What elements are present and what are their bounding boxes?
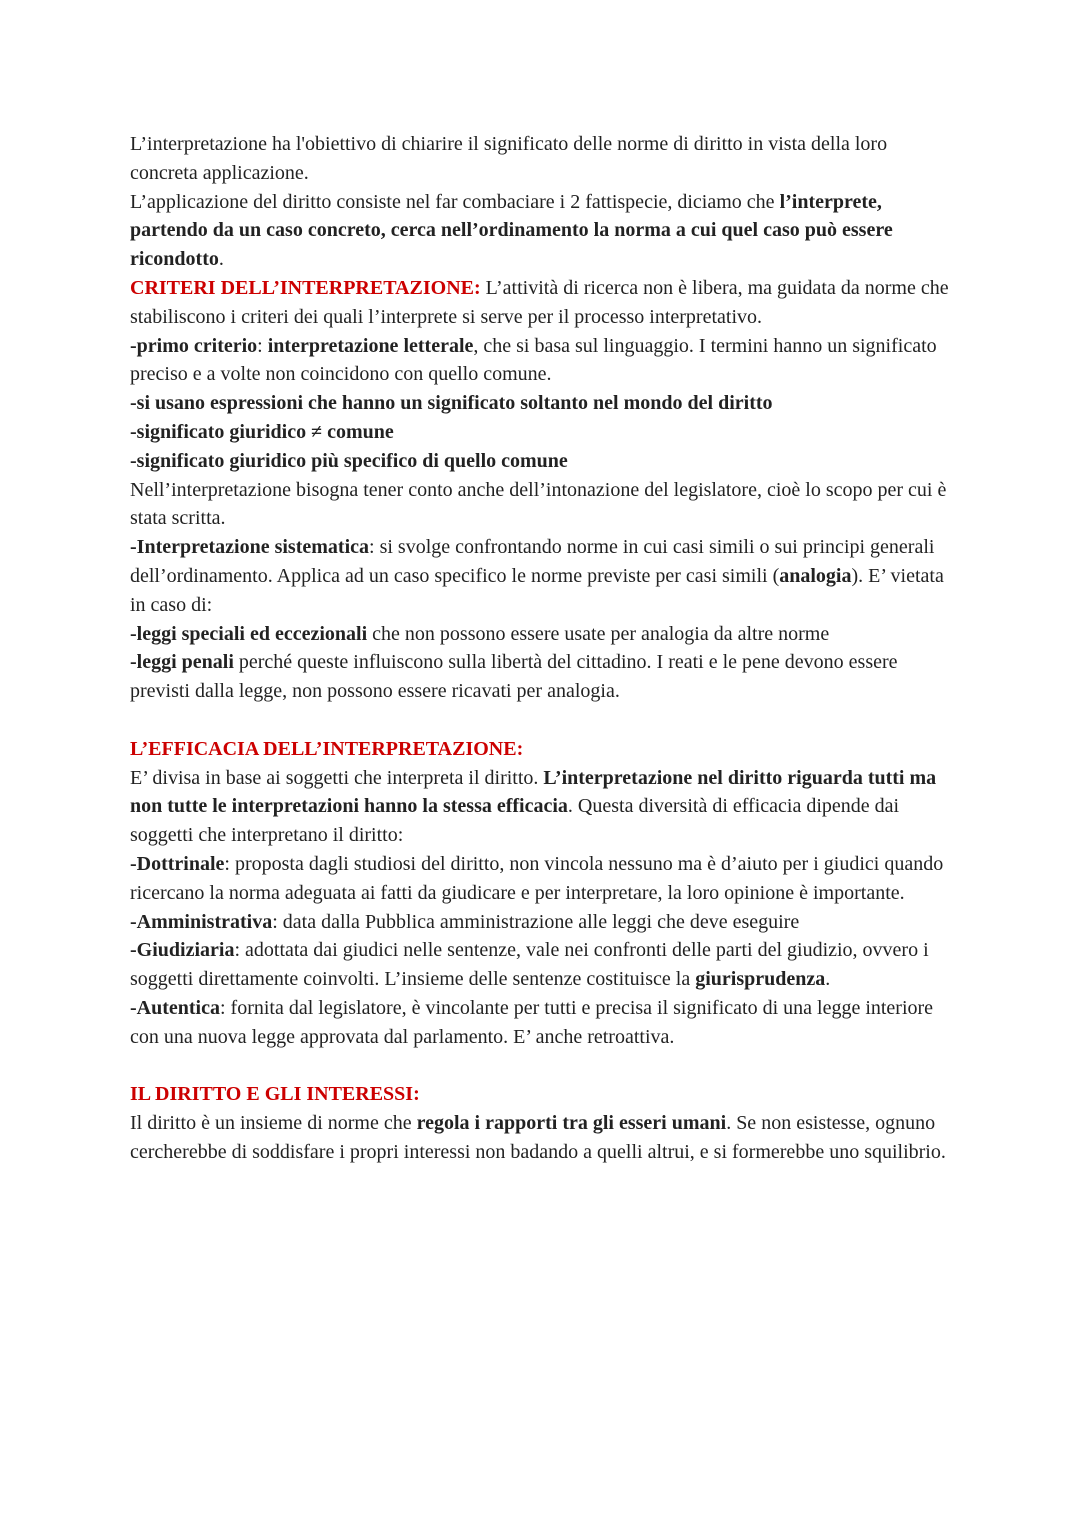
emphasis-text: -Giudiziaria <box>130 939 235 962</box>
paragraph <box>130 936 950 994</box>
text-run: : proposta dagli studiosi del diritto, non vincola nessuno ma è d’aiuto per i giudici quando ricercano la norma adeguata ai fatti da giudicare e per interpretare, la loro opinione è importante. <box>130 852 944 904</box>
paragraph <box>130 274 950 332</box>
text-run: perché queste influiscono sulla libertà del cittadino. I reati e le pene devono essere previsti dalla legge, non possono essere ricavati per analogia. <box>130 651 898 703</box>
text-run: . Questa diversità di efficacia dipende dai soggetti che interpretano il diritto: <box>130 795 900 847</box>
text-run: : fornita dal legislatore, è vincolante per tutti e precisa il significato di una legge interiore con una nuova legge approvata dal parlamento. E’ anche retroattiva. <box>130 996 934 1048</box>
paragraph <box>130 850 950 908</box>
emphasis-text: -Dottrinale <box>130 852 225 875</box>
paragraph <box>130 620 950 649</box>
paragraph <box>130 1080 950 1109</box>
paragraph <box>130 994 950 1052</box>
text-run: . <box>825 968 831 991</box>
emphasis-text: -significato giuridico più specifico di quello comune <box>130 449 568 472</box>
text-run: E’ divisa in base ai soggetti che interpreta il diritto. <box>130 766 544 789</box>
text-run: che non possono essere usate per analogia da altre norme <box>367 622 830 645</box>
text-run: L’interpretazione ha l'obiettivo di chiarire il significato delle norme di diritto in vista della loro concreta applicazione. <box>130 133 888 184</box>
text-run: Il diritto è un insieme di norme che <box>130 1112 417 1135</box>
blank-line <box>130 1052 950 1081</box>
emphasis-text: interpretazione letterale <box>267 334 474 357</box>
emphasis-text: -si usano espressioni che hanno un significato soltanto nel mondo del diritto <box>130 392 773 415</box>
emphasis-text: giurisprudenza <box>695 968 826 991</box>
paragraph <box>130 735 950 764</box>
emphasis-text: l’interprete, partendo da un caso concreto, cerca nell’ordinamento la norma a cui quel caso può essere ricondotto <box>130 190 893 271</box>
text-run: : <box>257 334 268 357</box>
emphasis-text: -Interpretazione sistematica <box>130 536 370 559</box>
text-run: : si svolge confrontando norme in cui casi simili o sui principi generali dell’ordinamento. Applica ad un caso specifico le norme previste per casi simili ( <box>130 536 935 587</box>
paragraph <box>130 389 950 418</box>
section-heading-text: L’EFFICACIA DELL’INTERPRETAZIONE: <box>130 737 524 760</box>
paragraph <box>130 418 950 447</box>
document-body <box>130 130 950 1167</box>
emphasis-text: -leggi penali <box>130 651 234 674</box>
text-run: . <box>218 248 224 271</box>
section-heading-text: CRITERI DELL’INTERPRETAZIONE: <box>130 276 481 299</box>
emphasis-text: L’interpretazione nel diritto riguarda tutti ma non tutte le interpretazioni hanno la stessa efficacia <box>130 766 937 818</box>
paragraph <box>130 476 950 534</box>
text-run: : data dalla Pubblica amministrazione alle leggi che deve eseguire <box>272 910 800 933</box>
emphasis-text: -Autentica <box>130 996 220 1019</box>
text-run: : adottata dai giudici nelle sentenze, vale nei confronti delle parti del giudizio, ovvero i soggetti direttamente coinvolti. L’insieme delle sentenze costituisce la <box>130 939 929 991</box>
paragraph <box>130 447 950 476</box>
paragraph <box>130 130 950 188</box>
text-run: L’applicazione del diritto consiste nel far combaciare i 2 fattispecie, diciamo che <box>130 190 780 213</box>
paragraph <box>130 764 950 850</box>
paragraph <box>130 332 950 390</box>
blank-line <box>130 706 950 735</box>
emphasis-text: -leggi speciali ed eccezionali <box>130 622 368 645</box>
text-run: L’attività di ricerca non è libera, ma guidata da norme che stabiliscono i criteri dei quali l’interprete si serve per il processo interpretativo. <box>130 276 949 328</box>
text-run: Nell’interpretazione bisogna tener conto anche dell’intonazione del legislatore, cioè lo scopo per cui è stata scritta. <box>130 478 947 530</box>
emphasis-text: analogia <box>779 564 852 587</box>
emphasis-text: regola i rapporti tra gli esseri umani <box>416 1112 727 1135</box>
paragraph <box>130 188 950 274</box>
emphasis-text: -significato giuridico ≠ comune <box>130 420 394 443</box>
text-run: . Se non esistesse, ognuno cercherebbe di soddisfare i propri interessi non badando a quelli altrui, e si formerebbe uno squilibrio. <box>130 1112 946 1163</box>
paragraph <box>130 1109 950 1167</box>
emphasis-text: -Amministrativa <box>130 910 273 933</box>
paragraph <box>130 533 950 619</box>
text-run: , che si basa sul linguaggio. I termini hanno un significato preciso e a volte non coincidono con quello comune. <box>130 334 937 386</box>
emphasis-text: -primo criterio <box>130 334 258 357</box>
paragraph <box>130 648 950 706</box>
text-run: ). E’ vietata in caso di: <box>130 564 944 616</box>
paragraph <box>130 908 950 937</box>
section-heading-text: IL DIRITTO E GLI INTERESSI: <box>130 1083 420 1106</box>
